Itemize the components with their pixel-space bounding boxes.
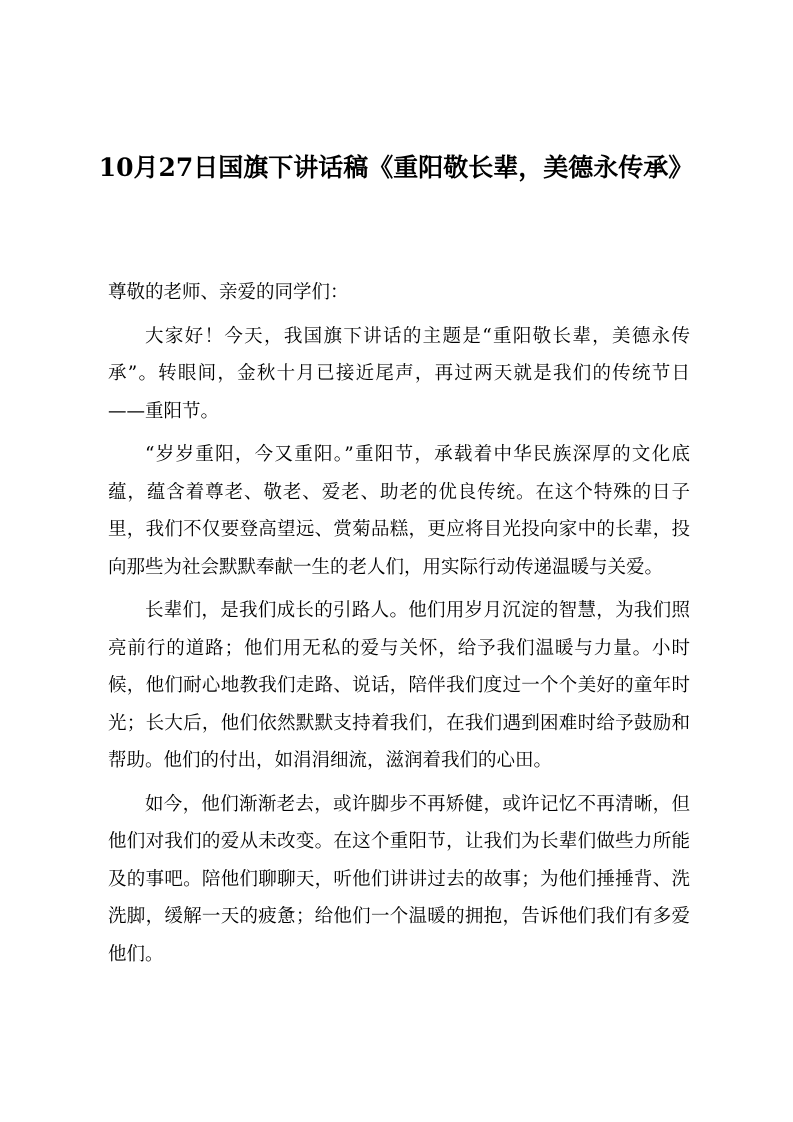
paragraph: 如今，他们渐渐老去，或许脚步不再矫健，或许记忆不再清晰，但他们对我们的爱从未改变。在这个重阳节，让我们为长辈们做些力所能及的事吧。陪他们聊聊天，听他们讲讲过去的故事；为他们捶捶背、洗洗脚，缓解一天的疲惫；给他们一个温暖的拥抱，告诉他们我们有多爱他们。 [108,793,690,965]
document-title: 10月27日国旗下讲话稿《重阳敬长辈，美德永传承》 [98,153,694,182]
paragraph: 大家好！今天，我国旗下讲话的主题是“重阳敬长辈，美德永传承”。转眼间，金秋十月已接近尾声，再过两天就是我们的传统节日——重阳节。 [108,325,690,422]
paragraph: “岁岁重阳，今又重阳。”重阳节，承载着中华民族深厚的文化底蕴，蕴含着尊老、敬老、爱老、助老的优良传统。在这个特殊的日子里，我们不仅要登高望远、赏菊品糕，更应将目光投向家中的长辈，投向那些为社会默默奉献一生的老人们，用实际行动传递温暖与关爱。 [108,444,690,578]
salutation: 尊敬的老师、亲爱的同学们： [108,282,349,303]
paragraph: 长辈们，是我们成长的引路人。他们用岁月沉淀的智慧，为我们照亮前行的道路；他们用无私的爱与关怀，给予我们温暖与力量。小时候，他们耐心地教我们走路、说话，陪伴我们度过一个个美好的童年时光；长大后，他们依然默默支持着我们，在我们遇到困难时给予鼓励和帮助。他们的付出，如涓涓细流，滋润着我们的心田。 [108,600,690,771]
document-body [108,274,690,979]
